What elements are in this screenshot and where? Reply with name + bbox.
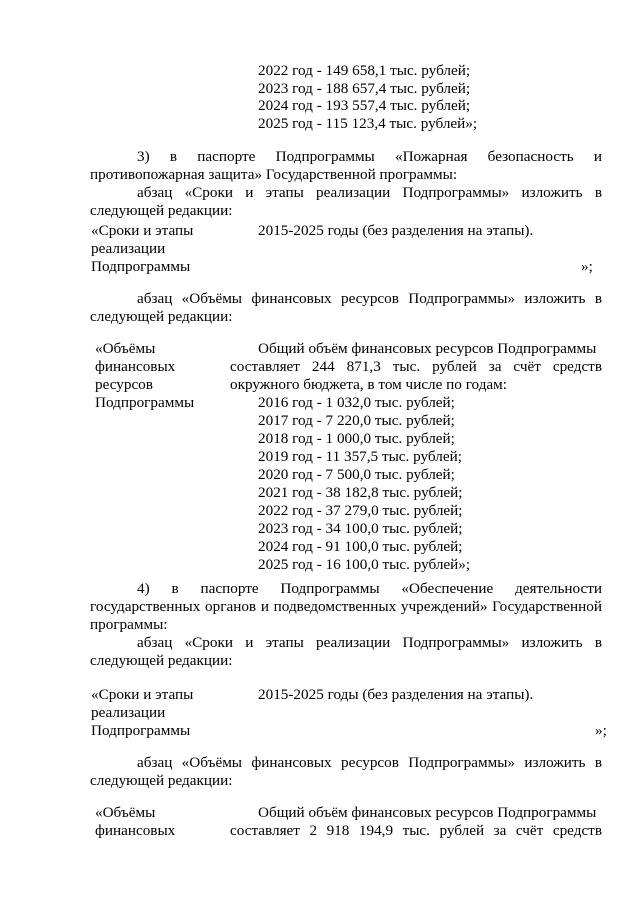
year-line: 2022 год - 149 658,1 тыс. рублей; [258, 62, 471, 79]
terms-label-line: реализации [91, 704, 166, 721]
terms-label-line: «Сроки и этапы [91, 686, 194, 703]
terms-closing-quote: »; [595, 722, 607, 739]
volume-year-line: 2025 год - 16 100,0 тыс. рублей»; [258, 556, 471, 573]
item-3-terms-paragraph-line-2: следующей редакции: [90, 202, 233, 219]
item-4-volume-paragraph-line-2: следующей редакции: [90, 772, 233, 789]
terms-label-line: реализации [91, 240, 166, 257]
item-4-heading-line-1: 4) в паспорте Подпрограммы «Обеспечение деятельности [137, 580, 602, 597]
volume-label-line: финансовых [95, 822, 176, 839]
volume-text-line: составляет 244 871,3 тыс. рублей за счёт средств [230, 358, 602, 375]
volume-year-line: 2024 год - 91 100,0 тыс. рублей; [258, 538, 463, 555]
item-4-terms-paragraph-line-1: абзац «Сроки и этапы реализации Подпрограммы» изложить в [137, 634, 602, 651]
item-3-volume-paragraph-line-2: следующей редакции: [90, 308, 233, 325]
volume-year-line: 2019 год - 11 357,5 тыс. рублей; [258, 448, 462, 465]
volume-year-line: 2022 год - 37 279,0 тыс. рублей; [258, 502, 463, 519]
volume-label-line: ресурсов [95, 376, 153, 393]
volume-year-line: 2017 год - 7 220,0 тыс. рублей; [258, 412, 455, 429]
volume-label-line: «Объёмы [95, 340, 156, 357]
terms-closing-quote: »; [581, 258, 593, 275]
volume-year-line: 2023 год - 34 100,0 тыс. рублей; [258, 520, 463, 537]
volume-text-line: окружного бюджета, в том числе по годам: [230, 376, 507, 393]
item-3-heading-line-2: противопожарная защита» Государственной программы: [90, 166, 458, 183]
terms-label-line: Подпрограммы [91, 258, 191, 275]
terms-value: 2015-2025 годы (без разделения на этапы). [258, 686, 534, 703]
volume-label-line: «Объёмы [95, 804, 156, 821]
terms-value: 2015-2025 годы (без разделения на этапы). [258, 222, 534, 239]
item-4-heading-line-3: программы: [90, 616, 168, 633]
item-4-volume-paragraph-line-1: абзац «Объёмы финансовых ресурсов Подпрограммы» изложить в [137, 754, 602, 771]
volume-year-line: 2016 год - 1 032,0 тыс. рублей; [258, 394, 455, 411]
volume-label-line: Подпрограммы [95, 394, 195, 411]
volume-year-line: 2021 год - 38 182,8 тыс. рублей; [258, 484, 463, 501]
item-3-terms-paragraph-line-1: абзац «Сроки и этапы реализации Подпрограммы» изложить в [137, 184, 602, 201]
volume-label-line: финансовых [95, 358, 176, 375]
item-4-heading-line-2: государственных органов и подведомственных учреждений» Государственной [90, 598, 602, 615]
item-3-heading-line-1: 3) в паспорте Подпрограммы «Пожарная безопасность и [137, 148, 602, 165]
terms-label-line: «Сроки и этапы [91, 222, 194, 239]
volume-year-line: 2018 год - 1 000,0 тыс. рублей; [258, 430, 455, 447]
volume-year-line: 2020 год - 7 500,0 тыс. рублей; [258, 466, 455, 483]
year-line: 2024 год - 193 557,4 тыс. рублей; [258, 97, 471, 114]
item-4-terms-paragraph-line-2: следующей редакции: [90, 652, 233, 669]
volume-text-line: Общий объём финансовых ресурсов Подпрограммы [258, 340, 597, 357]
year-line: 2025 год - 115 123,4 тыс. рублей»; [258, 115, 478, 132]
terms-label-line: Подпрограммы [91, 722, 191, 739]
item-3-volume-paragraph-line-1: абзац «Объёмы финансовых ресурсов Подпрограммы» изложить в [137, 290, 602, 307]
year-line: 2023 год - 188 657,4 тыс. рублей; [258, 80, 471, 97]
volume-text-line: составляет 2 918 194,9 тыс. рублей за счёт средств [230, 822, 602, 839]
volume-text-line: Общий объём финансовых ресурсов Подпрограммы [258, 804, 597, 821]
